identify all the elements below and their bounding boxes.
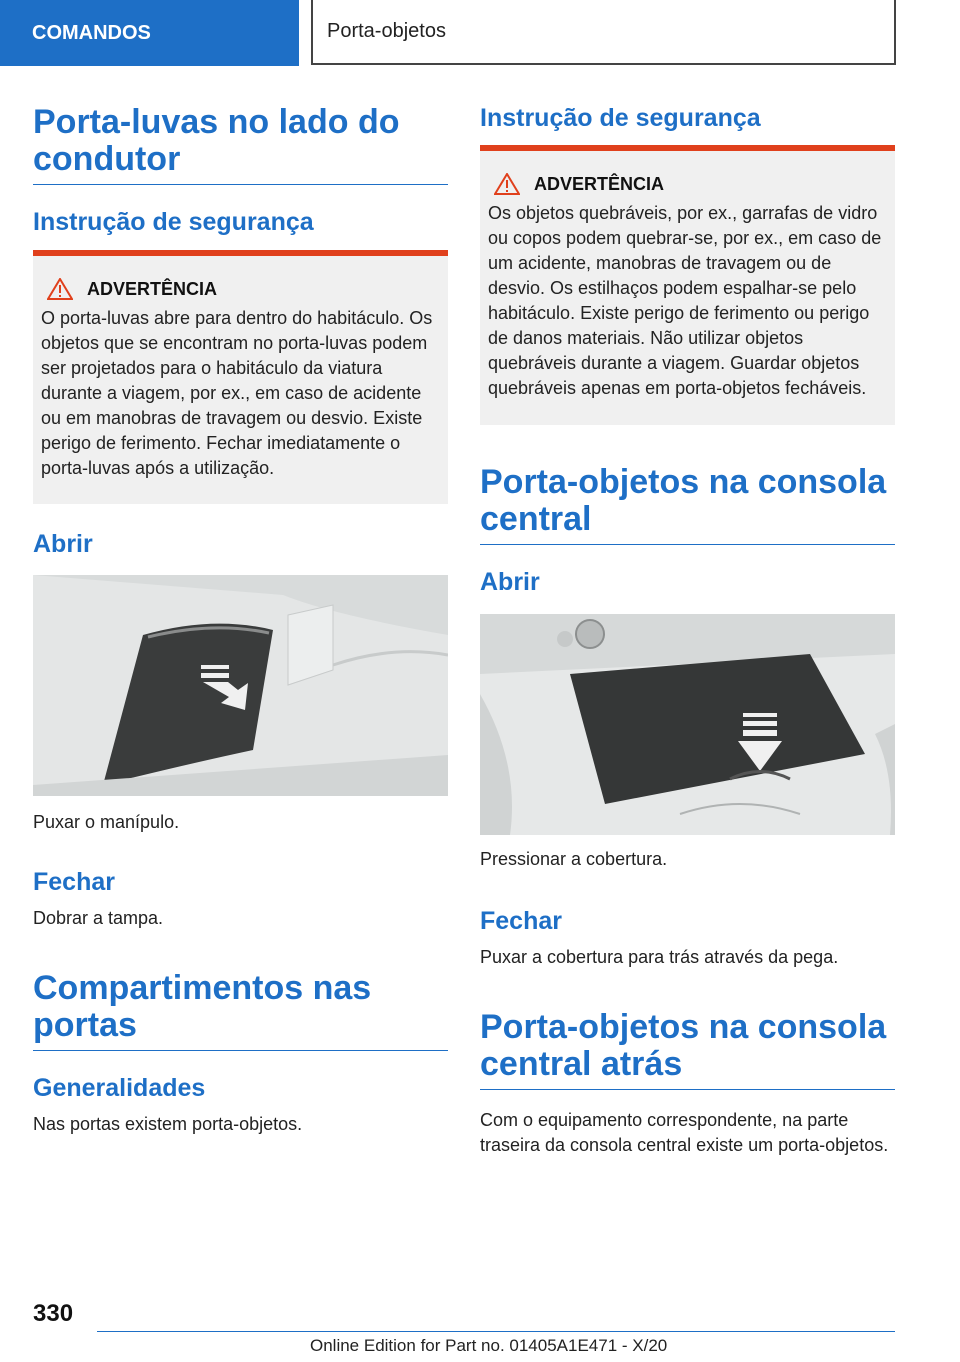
warning-triangle-icon — [47, 278, 73, 300]
breadcrumb — [311, 0, 896, 65]
right-warning-title: ADVERTÊNCIA — [534, 173, 665, 194]
glovebox-photo — [33, 575, 448, 796]
left-safety-heading: Instrução de segurança — [33, 208, 314, 236]
right-close-text: Puxar a cobertura para trás através da pega. — [480, 947, 839, 967]
left-open-caption: Puxar o manípulo. — [33, 812, 180, 832]
left-warning-text: O porta-luvas abre para dentro do habitáculo. Os objetos que se encontram no porta-luvas podem ser projetados para o habitáculo da viatura durante a viagem, por ex., em caso de acidente ou em manobras de travagem ou desvio. Existe perigo de ferimento. Fechar imediatamente o porta-luvas após a utilização. — [41, 308, 433, 478]
footer-divider — [97, 1331, 895, 1332]
door-compartments-heading: Compartimentos nas portas — [33, 970, 448, 1051]
console-heading: Porta-objetos na consola central — [480, 464, 895, 545]
left-warning-title: ADVERTÊNCIA — [87, 278, 218, 299]
right-warning-box — [480, 145, 895, 425]
chapter-label: COMANDOS — [32, 21, 151, 44]
breadcrumb-label: Porta-objetos — [327, 20, 446, 42]
left-warning-box — [33, 250, 448, 504]
general-text: Nas portas existem porta-objetos. — [33, 1114, 303, 1134]
right-safety-heading: Instrução de segurança — [480, 104, 761, 132]
warning-triangle-icon — [494, 173, 520, 195]
chapter-tab[interactable] — [0, 0, 299, 66]
page-number: 330 — [33, 1300, 74, 1327]
general-heading: Generalidades — [33, 1074, 206, 1102]
rear-console-heading: Porta-objetos na consola central atrás — [480, 1009, 895, 1090]
left-open-heading: Abrir — [33, 530, 93, 558]
left-close-text: Dobrar a tampa. — [33, 908, 164, 928]
right-open-caption: Pressionar a cobertura. — [480, 849, 668, 869]
right-warning-text: Os objetos quebráveis, por ex., garrafas de vidro ou copos podem quebrar-se, por ex., em caso de um acidente, manobras de travagem ou de desvio. Os estilhaços podem espalhar-se pelo habitáculo. Existe perigo de ferimento ou perigo de danos materiais. Não utilizar objetos quebráveis durante a viagem. Guardar objetos quebráveis apenas em porta-objetos fecháveis. — [488, 203, 882, 398]
right-close-heading: Fechar — [480, 907, 562, 935]
console-photo — [480, 614, 895, 835]
right-open-heading: Abrir — [480, 568, 540, 596]
edition-text: Online Edition for Part no. 01405A1E471 - X/20 — [310, 1336, 668, 1355]
rear-console-text: Com o equipamento correspondente, na parte traseira da consola central existe um porta-objetos. — [480, 1110, 889, 1155]
left-close-heading: Fechar — [33, 868, 115, 896]
glovebox-heading: Porta-luvas no lado do condutor — [33, 104, 448, 185]
